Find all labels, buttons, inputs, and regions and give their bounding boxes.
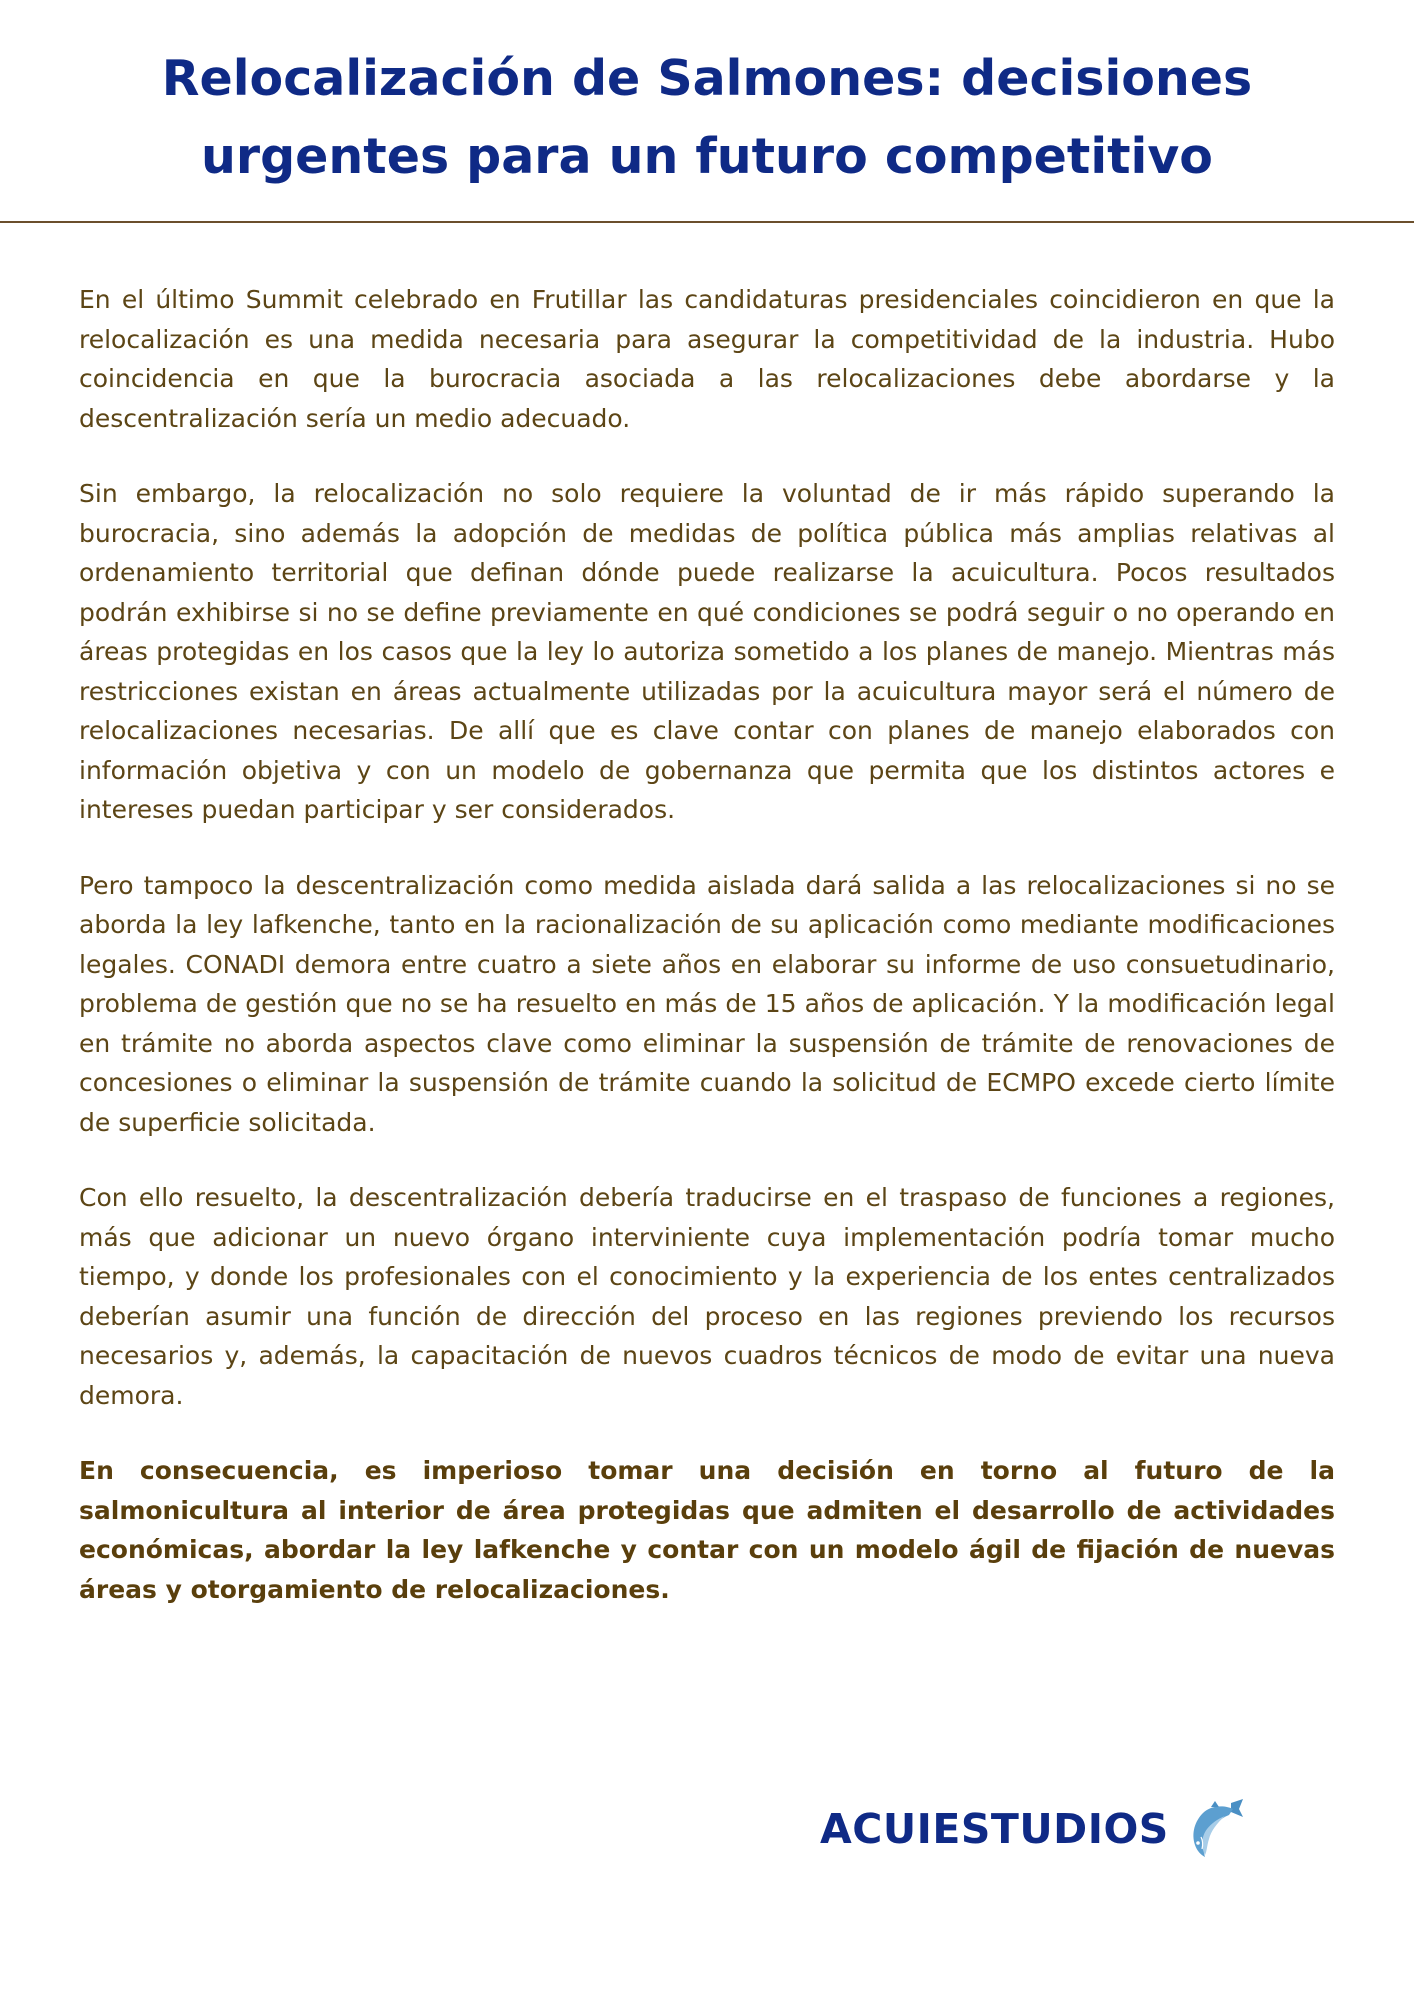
article-body	[79, 280, 1335, 1645]
paragraph-2: Sin embargo, la relocalización no solo requiere la voluntad de ir más rápido superando la burocracia, sino además la adopción de medidas de política pública más amplias relativas al ordenamiento territorial que definan dónde puede realizarse la acuicultura. Pocos resultados podrán exhibirse si no se define previamente en qué condiciones se podrá seguir o no operando en áreas protegidas en los casos que la ley lo autoriza sometido a los planes de manejo. Mientras más restricciones existan en áreas actualmente utilizadas por la acuicultura mayor será el número de relocalizaciones necesarias. De allí que es clave contar con planes de manejo elaborados con información objetiva y con un modelo de gobernanza que permita que los distintos actores e intereses puedan participar y ser considerados.	[79, 479, 1335, 824]
paragraph-3: Pero tampoco la descentralización como medida aislada dará salida a las relocalizaciones si no se aborda la ley lafkenche, tanto en la racionalización de su aplicación como mediante modificaciones legales. CONADI demora entre cuatro a siete años en elaborar su informe de uso consuetudinario, problema de gestión que no se ha resuelto en más de 15 años de aplicación. Y la modificación legal en trámite no aborda aspectos clave como eliminar la suspensión de trámite de renovaciones de concesiones o eliminar la suspensión de trámite cuando la solicitud de ECMPO excede cierto límite de superficie solicitada.	[79, 870, 1335, 1137]
document-title	[80, 40, 1334, 196]
title-line-2: urgentes para un futuro competitivo	[201, 128, 1213, 185]
paragraph-4: Con ello resuelto, la descentralización debería traducirse en el traspaso de funciones a regiones, más que adicionar un nuevo órgano interviniente cuya implementación podría tomar mucho tiempo, y donde los profesionales con el conocimiento y la experiencia de los entes centralizados deberían asumir una función de dirección del proceso en las regiones previendo los recursos necesarios y, además, la capacitación de nuevos cuadros técnicos de modo de evitar una nueva demora.	[79, 1183, 1335, 1410]
title-divider	[0, 221, 1414, 223]
salmon-icon	[1181, 1797, 1245, 1861]
paragraph-1: En el último Summit celebrado en Frutillar las candidaturas presidenciales coincidieron en que la relocalización es una medida necesaria para asegurar la competitividad de la industria. Hubo coincidencia en que la burocracia asociada a las relocalizaciones debe abordarse y la descentralización sería un medio adecuado.	[79, 285, 1335, 433]
acuiestudios-logo	[820, 1797, 1245, 1861]
title-line-1: Relocalización de Salmones: decisiones	[161, 50, 1253, 107]
logo-text: ACUIESTUDIOS	[820, 1805, 1169, 1853]
conclusion-paragraph: En consecuencia, es imperioso tomar una decisión en torno al futuro de la salmonicultura al interior de área protegidas que admiten el desarrollo de actividades económicas, abordar la ley lafkenche y contar con un modelo ágil de fijación de nuevas áreas y otorgamiento de relocalizaciones.	[79, 1456, 1335, 1604]
